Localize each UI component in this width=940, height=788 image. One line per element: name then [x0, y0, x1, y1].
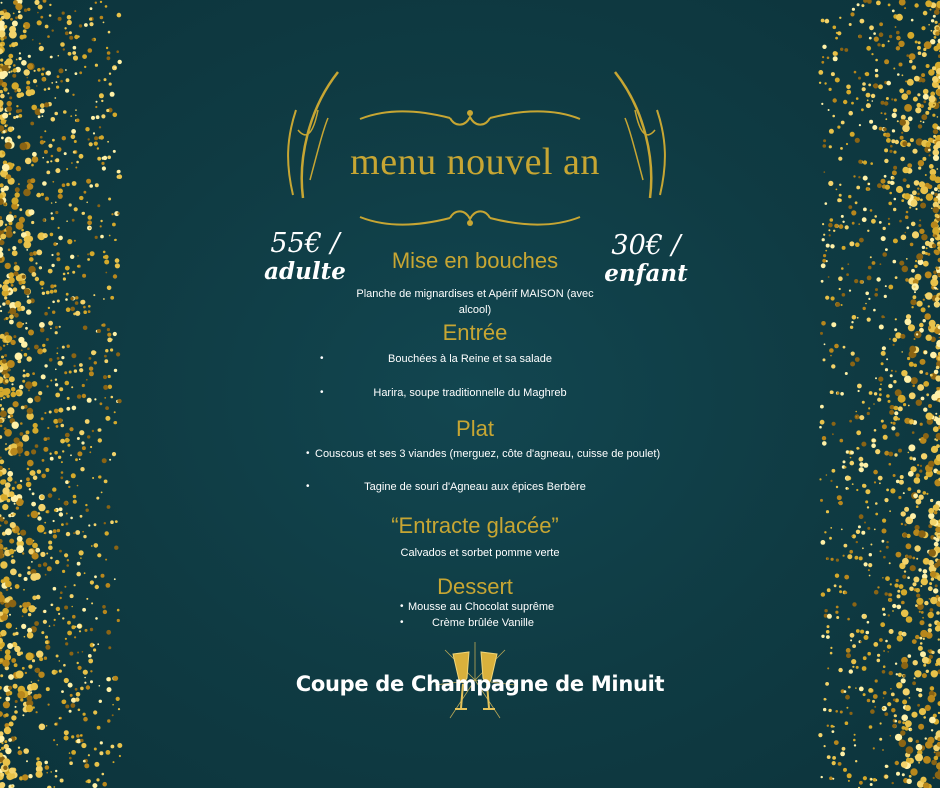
price-adult-label: adulte: [264, 258, 346, 286]
section-title-plat: Plat: [456, 416, 494, 441]
entree-item-1: Bouchées à la Reine et sa salade: [388, 353, 552, 365]
bullet: •: [320, 353, 324, 364]
entree-item-2: Harira, soupe traditionnelle du Maghreb: [373, 387, 567, 399]
bullet: •: [400, 601, 404, 612]
dessert-item-2: Crème brûlée Vanille: [432, 617, 534, 629]
price-child-amount: 30€ /: [611, 230, 681, 261]
bullet: •: [320, 387, 324, 398]
menu-title: menu nouvel an: [350, 141, 600, 183]
scroll-ornament-bottom-icon: [355, 205, 585, 231]
price-child-label: enfant: [604, 260, 688, 288]
section-title-entree: Entrée: [442, 320, 508, 345]
scroll-ornament-top-icon: [355, 105, 585, 131]
mise-line-1: Planche de mignardises et Apérif MAISON (avec: [356, 288, 594, 300]
mise-line-2: alcool): [458, 304, 492, 316]
footer-champagne: Coupe de Champagne de Minuit: [295, 672, 665, 696]
section-title-mise: Mise en bouches: [391, 248, 559, 273]
dessert-item-1: Mousse au Chocolat suprême: [408, 601, 555, 613]
plat-item-2: Tagine de souri d'Agneau aux épices Berbère: [364, 481, 586, 493]
bullet: •: [400, 617, 404, 628]
entracte-item-1: Calvados et sorbet pomme verte: [400, 547, 560, 559]
plat-item-1: Couscous et ses 3 viandes (merguez, côte d'agneau, cuisse de poulet): [315, 448, 661, 460]
section-title-entracte: “Entracte glacée”: [391, 513, 559, 538]
price-adult-amount: 55€ /: [270, 228, 340, 259]
bullet: •: [306, 481, 310, 492]
section-title-dessert: Dessert: [437, 574, 513, 599]
bullet: •: [306, 448, 310, 459]
